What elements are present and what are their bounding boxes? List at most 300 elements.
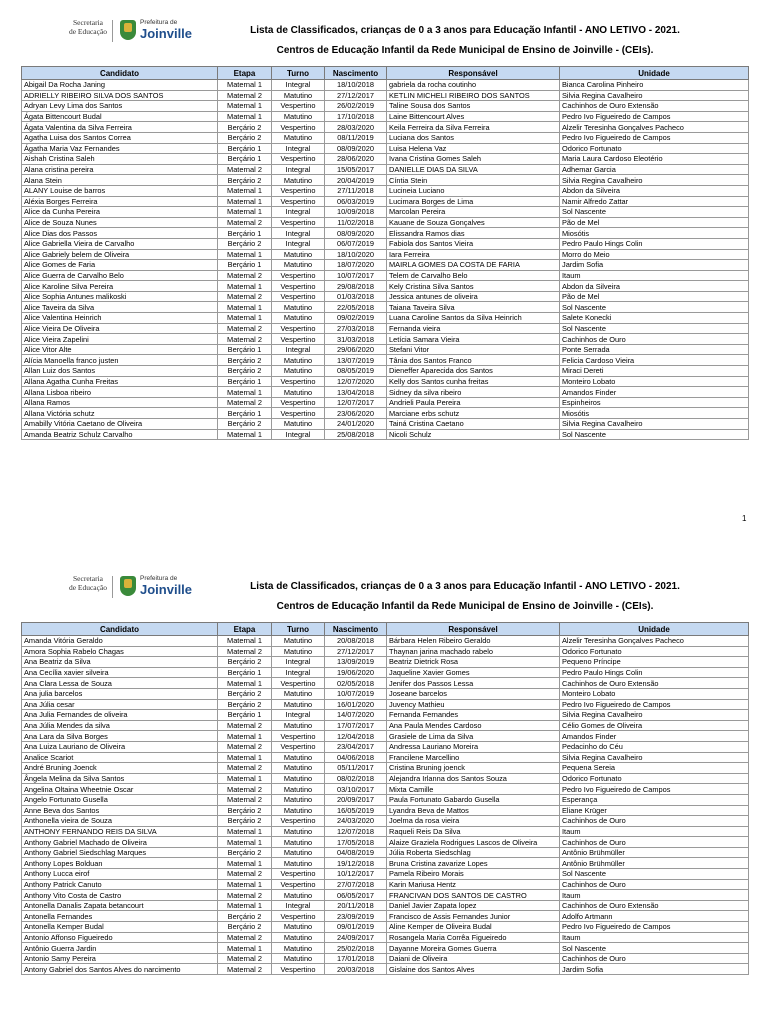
cell-responsavel: Stefani Vitor [387, 344, 560, 355]
cell-nascimento: 27/12/2017 [325, 90, 387, 101]
cell-candidato: Alice Vitor Alte [22, 344, 218, 355]
cell-turno: Integral [272, 344, 325, 355]
table-row [22, 355, 749, 366]
cell-unidade: Monteiro Lobato [560, 376, 749, 387]
cell-candidato: Anthony Patrick Canuto [22, 879, 218, 890]
cell-responsavel: Rosangela Maria Corrêa Figueiredo [387, 932, 560, 943]
cell-responsavel: Paula Fortunato Gabardo Gusella [387, 794, 560, 805]
cell-turno: Vespertino [272, 281, 325, 292]
cell-unidade: Odorico Fortunato [560, 773, 749, 784]
cell-turno: Matutino [272, 752, 325, 763]
cell-unidade: Célio Gomes de Oliveira [560, 720, 749, 731]
table-row [22, 731, 749, 742]
table-row [22, 238, 749, 249]
cell-candidato: Ana Clara Lessa de Souza [22, 678, 218, 689]
cell-turno: Integral [272, 164, 325, 175]
cell-candidato: Allan Luiz dos Santos [22, 366, 218, 377]
cell-turno: Matutino [272, 932, 325, 943]
cell-responsavel: Francisco de Assis Fernandes Junior [387, 911, 560, 922]
cell-turno: Integral [272, 228, 325, 239]
cell-candidato: Amora Sophia Rabelo Chagas [22, 646, 218, 657]
cell-responsavel: MAIRLA GOMES DA COSTA DE FARIA [387, 260, 560, 271]
cell-candidato: ALANY Louise de barros [22, 185, 218, 196]
cell-candidato: Ágata Bittencourt Budal [22, 111, 218, 122]
cell-nascimento: 22/05/2018 [325, 302, 387, 313]
cell-nascimento: 20/04/2019 [325, 175, 387, 186]
cell-candidato: Antonio Samy Pereira [22, 953, 218, 964]
cell-responsavel: Thaynan jarina machado rabelo [387, 646, 560, 657]
cell-responsavel: FRANCIVAN DOS SANTOS DE CASTRO [387, 890, 560, 901]
cell-turno: Matutino [272, 890, 325, 901]
cell-nascimento: 29/06/2020 [325, 344, 387, 355]
cell-responsavel: Aline Kemper de Oliveira Budal [387, 922, 560, 933]
cell-turno: Matutino [272, 794, 325, 805]
table-row [22, 90, 749, 101]
cell-responsavel: Iara Ferreira [387, 249, 560, 260]
table-row [22, 429, 749, 440]
cell-unidade: Cachinhos de Ouro Extensão [560, 101, 749, 112]
cell-candidato: Ana julia barcelos [22, 688, 218, 699]
cell-candidato: Alana cristina pereira [22, 164, 218, 175]
cell-unidade: Pequeno Príncipe [560, 657, 749, 668]
table-row [22, 185, 749, 196]
cell-turno: Vespertino [272, 408, 325, 419]
cell-turno: Matutino [272, 763, 325, 774]
table-row [22, 900, 749, 911]
cell-turno: Matutino [272, 773, 325, 784]
cell-responsavel: Júlia Roberta Siedschlag [387, 847, 560, 858]
table-row [22, 688, 749, 699]
cell-nascimento: 28/06/2020 [325, 154, 387, 165]
cell-unidade: Pedacinho do Céu [560, 741, 749, 752]
cell-turno: Matutino [272, 366, 325, 377]
cell-turno: Vespertino [272, 376, 325, 387]
cell-etapa: Maternal 1 [218, 879, 272, 890]
cell-candidato: Alice de Souza Nunes [22, 217, 218, 228]
cell-candidato: Aishah Cristina Saleh [22, 154, 218, 165]
cell-etapa: Maternal 1 [218, 387, 272, 398]
secretaria-educacao-logo: Secretaria de Educação [68, 18, 108, 36]
cell-turno: Matutino [272, 943, 325, 954]
cell-nascimento: 16/05/2019 [325, 805, 387, 816]
table-row [22, 249, 749, 260]
cell-etapa: Maternal 1 [218, 858, 272, 869]
cell-etapa: Maternal 2 [218, 291, 272, 302]
cell-unidade: Namir Alfredo Zattar [560, 196, 749, 207]
table-row [22, 376, 749, 387]
cell-nascimento: 10/07/2017 [325, 270, 387, 281]
cell-unidade: Felicia Cardoso Vieira [560, 355, 749, 366]
logo-divider [112, 576, 113, 598]
cell-responsavel: Tainá Cristina Caetano [387, 419, 560, 430]
column-header-candidato: Candidato [22, 67, 218, 80]
table-row [22, 763, 749, 774]
cell-turno: Integral [272, 80, 325, 91]
joinville-label: Joinville [140, 582, 193, 597]
cell-candidato: Adryan Levy Lima dos Santos [22, 101, 218, 112]
cell-etapa: Maternal 1 [218, 80, 272, 91]
cell-unidade: Sol Nascente [560, 429, 749, 440]
cell-unidade: Pedro Ivo Figueiredo de Campos [560, 111, 749, 122]
cell-responsavel: Jessica antunes de oliveira [387, 291, 560, 302]
cell-turno: Matutino [272, 111, 325, 122]
cell-nascimento: 13/04/2018 [325, 387, 387, 398]
cell-nascimento: 25/02/2018 [325, 943, 387, 954]
cell-unidade: Antônio Brühmüller [560, 858, 749, 869]
cell-nascimento: 17/01/2018 [325, 953, 387, 964]
cell-responsavel: Kely Cristina Silva Santos [387, 281, 560, 292]
cell-responsavel: Telem de Carvalho Belo [387, 270, 560, 281]
column-header-responsavel: Responsável [387, 67, 560, 80]
cell-etapa: Maternal 2 [218, 964, 272, 975]
cell-nascimento: 24/01/2020 [325, 419, 387, 430]
cell-nascimento: 06/07/2019 [325, 238, 387, 249]
cell-turno: Vespertino [272, 879, 325, 890]
cell-responsavel: Cristina Bruning joenck [387, 763, 560, 774]
cell-responsavel: Letícia Samara Vieira [387, 334, 560, 345]
cell-nascimento: 08/02/2018 [325, 773, 387, 784]
cell-nascimento: 01/03/2018 [325, 291, 387, 302]
cell-etapa: Maternal 2 [218, 784, 272, 795]
table-row [22, 932, 749, 943]
cell-unidade: Monteiro Lobato [560, 688, 749, 699]
cell-turno: Matutino [272, 847, 325, 858]
table-row [22, 826, 749, 837]
cell-responsavel: gabriela da rocha coutinho [387, 80, 560, 91]
table-row [22, 260, 749, 271]
cell-nascimento: 12/07/2018 [325, 826, 387, 837]
cell-candidato: Abigail Da Rocha Janing [22, 80, 218, 91]
table-row [22, 657, 749, 668]
cell-responsavel: Bruna Cristina zavarize Lopes [387, 858, 560, 869]
cell-responsavel: Joseane barcelos [387, 688, 560, 699]
cell-etapa: Berçário 2 [218, 122, 272, 133]
table-row [22, 217, 749, 228]
cell-etapa: Berçário 2 [218, 175, 272, 186]
cell-turno: Integral [272, 900, 325, 911]
table-row [22, 228, 749, 239]
cell-unidade: Pão de Mel [560, 291, 749, 302]
cell-unidade: Alzelir Teresinha Gonçalves Pacheco [560, 122, 749, 133]
cell-turno: Matutino [272, 249, 325, 260]
cell-turno: Vespertino [272, 964, 325, 975]
table-row [22, 313, 749, 324]
cell-etapa: Berçário 1 [218, 260, 272, 271]
cell-candidato: Agatha Luisa dos Santos Correa [22, 132, 218, 143]
column-header-etapa: Etapa [218, 623, 272, 636]
cell-etapa: Maternal 1 [218, 636, 272, 647]
document-subtitle: Centros de Educação Infantil da Rede Municipal de Ensino de Joinville - (CEIs). [276, 601, 654, 612]
table-row [22, 858, 749, 869]
table-row [22, 911, 749, 922]
column-header-responsavel: Responsável [387, 623, 560, 636]
cell-nascimento: 20/11/2018 [325, 900, 387, 911]
cell-nascimento: 18/07/2020 [325, 260, 387, 271]
cell-unidade: Sol Nascente [560, 323, 749, 334]
cell-etapa: Maternal 1 [218, 111, 272, 122]
cell-nascimento: 08/09/2020 [325, 228, 387, 239]
cell-candidato: Allana Agatha Cunha Freitas [22, 376, 218, 387]
cell-unidade: Amandos Finder [560, 731, 749, 742]
cell-responsavel: Joelma da rosa vieira [387, 816, 560, 827]
cell-etapa: Berçário 1 [218, 344, 272, 355]
cell-etapa: Berçário 2 [218, 847, 272, 858]
cell-etapa: Maternal 1 [218, 837, 272, 848]
table-row [22, 964, 749, 975]
table-row [22, 922, 749, 933]
cell-responsavel: Bárbara Helen Ribeiro Geraldo [387, 636, 560, 647]
city-crest-icon [120, 576, 136, 596]
cell-candidato: Ana Cecília xavier silveira [22, 667, 218, 678]
prefeitura-joinville-logo [120, 16, 193, 46]
cell-candidato: Angelina Oltaina Wheetnie Oscar [22, 784, 218, 795]
cell-turno: Matutino [272, 175, 325, 186]
document-title: Lista de Classificados, crianças de 0 a 3 anos para Educação Infantil - ANO LETIVO - 2021. [250, 581, 680, 592]
cell-nascimento: 13/09/2019 [325, 657, 387, 668]
column-header-etapa: Etapa [218, 67, 272, 80]
cell-responsavel: Fernanda vieira [387, 323, 560, 334]
cell-turno: Integral [272, 207, 325, 218]
cell-unidade: Adolfo Artmann [560, 911, 749, 922]
table-row [22, 132, 749, 143]
cell-turno: Vespertino [272, 291, 325, 302]
cell-nascimento: 16/01/2020 [325, 699, 387, 710]
table-row [22, 302, 749, 313]
cell-unidade: Itaum [560, 826, 749, 837]
table-row [22, 943, 749, 954]
cell-unidade: Eliane Krüger [560, 805, 749, 816]
cell-etapa: Maternal 2 [218, 646, 272, 657]
cell-candidato: Amabilly Vitória Caetano de Oliveira [22, 419, 218, 430]
cell-etapa: Berçário 2 [218, 911, 272, 922]
cell-turno: Vespertino [272, 270, 325, 281]
cell-etapa: Maternal 2 [218, 217, 272, 228]
classified-children-table [21, 66, 749, 440]
cell-responsavel: Grasiele de Lima da Silva [387, 731, 560, 742]
table-row [22, 741, 749, 752]
cell-nascimento: 06/05/2017 [325, 890, 387, 901]
cell-unidade: Pequena Sereia [560, 763, 749, 774]
table-header-row [22, 67, 749, 80]
column-header-candidato: Candidato [22, 623, 218, 636]
column-header-turno: Turno [272, 623, 325, 636]
cell-nascimento: 10/07/2019 [325, 688, 387, 699]
cell-turno: Matutino [272, 784, 325, 795]
cell-candidato: Ângela Melina da Silva Santos [22, 773, 218, 784]
cell-candidato: Alice Guerra de Carvalho Belo [22, 270, 218, 281]
cell-responsavel: Cíntia Stein [387, 175, 560, 186]
cell-etapa: Maternal 1 [218, 900, 272, 911]
cell-etapa: Berçário 1 [218, 143, 272, 154]
cell-unidade: Alzelir Teresinha Gonçalves Pacheco [560, 636, 749, 647]
table-row [22, 101, 749, 112]
cell-candidato: Alice Dias dos Passos [22, 228, 218, 239]
cell-candidato: Ana Beatriz da Silva [22, 657, 218, 668]
cell-etapa: Maternal 1 [218, 302, 272, 313]
table-row [22, 879, 749, 890]
cell-candidato: Analice Scariot [22, 752, 218, 763]
cell-unidade: Pedro Ivo Figueiredo de Campos [560, 922, 749, 933]
header-logos [60, 568, 193, 608]
cell-candidato: Alana Stein [22, 175, 218, 186]
column-header-nascimento: Nascimento [325, 67, 387, 80]
cell-candidato: Angelo Fortunato Gusella [22, 794, 218, 805]
cell-responsavel: Dieneffer Aparecida dos Santos [387, 366, 560, 377]
cell-candidato: Antonella Fernandes [22, 911, 218, 922]
cell-etapa: Maternal 2 [218, 270, 272, 281]
cell-responsavel: Nicoli Schulz [387, 429, 560, 440]
cell-nascimento: 23/06/2020 [325, 408, 387, 419]
table-row [22, 646, 749, 657]
cell-etapa: Maternal 1 [218, 207, 272, 218]
cell-etapa: Maternal 2 [218, 869, 272, 880]
cell-etapa: Maternal 1 [218, 196, 272, 207]
table-row [22, 419, 749, 430]
table-row [22, 837, 749, 848]
cell-unidade: Jardim Sofia [560, 260, 749, 271]
cell-responsavel: Daniel Javier Zapata lopez [387, 900, 560, 911]
cell-responsavel: Fernanda Fernandes [387, 710, 560, 721]
logo-divider [112, 20, 113, 42]
cell-candidato: Ana Luiza Lauriano de Oliveira [22, 741, 218, 752]
cell-responsavel: Taline Sousa dos Santos [387, 101, 560, 112]
cell-turno: Matutino [272, 90, 325, 101]
cell-unidade: Odorico Fortunato [560, 646, 749, 657]
table-row [22, 80, 749, 91]
cell-candidato: Ágata Valentina da Silva Ferreira [22, 122, 218, 133]
cell-nascimento: 25/08/2018 [325, 429, 387, 440]
cell-responsavel: Mixta Camille [387, 784, 560, 795]
cell-nascimento: 20/09/2017 [325, 794, 387, 805]
cell-candidato: Amanda Vitória Geraldo [22, 636, 218, 647]
cell-turno: Matutino [272, 355, 325, 366]
table-row [22, 270, 749, 281]
cell-unidade: Pedro Paulo Hings Colin [560, 238, 749, 249]
prefeitura-joinville-logo [120, 572, 193, 602]
cell-unidade: Jardim Sofia [560, 964, 749, 975]
table-row [22, 678, 749, 689]
cell-turno: Vespertino [272, 334, 325, 345]
cell-unidade: Itaum [560, 932, 749, 943]
cell-responsavel: Gislaine dos Santos Alves [387, 964, 560, 975]
cell-nascimento: 12/07/2020 [325, 376, 387, 387]
cell-responsavel: Luciana dos Santos [387, 132, 560, 143]
cell-unidade: Silvia Regina Cavalheiro [560, 175, 749, 186]
cell-candidato: Alice da Cunha Pereira [22, 207, 218, 218]
table-row [22, 890, 749, 901]
cell-responsavel: Fabiola dos Santos Vieira [387, 238, 560, 249]
cell-turno: Matutino [272, 688, 325, 699]
cell-turno: Integral [272, 238, 325, 249]
cell-etapa: Maternal 1 [218, 678, 272, 689]
cell-turno: Vespertino [272, 869, 325, 880]
cell-etapa: Berçário 2 [218, 366, 272, 377]
cell-turno: Integral [272, 143, 325, 154]
cell-unidade: Sol Nascente [560, 943, 749, 954]
cell-etapa: Berçário 2 [218, 238, 272, 249]
table-row [22, 196, 749, 207]
cell-nascimento: 27/03/2018 [325, 323, 387, 334]
cell-turno: Integral [272, 429, 325, 440]
cell-unidade: Cachinhos de Ouro Extensão [560, 678, 749, 689]
cell-responsavel: Lucimara Borges de Lima [387, 196, 560, 207]
cell-unidade: Pedro Ivo Figueiredo de Campos [560, 699, 749, 710]
cell-nascimento: 27/07/2018 [325, 879, 387, 890]
cell-turno: Vespertino [272, 741, 325, 752]
cell-turno: Matutino [272, 953, 325, 964]
cell-unidade: Esperança [560, 794, 749, 805]
cell-responsavel: Andrieli Paula Pereira [387, 397, 560, 408]
table-row [22, 143, 749, 154]
cell-responsavel: Andressa Lauriano Moreira [387, 741, 560, 752]
column-header-nascimento: Nascimento [325, 623, 387, 636]
cell-nascimento: 06/03/2019 [325, 196, 387, 207]
cell-etapa: Maternal 1 [218, 185, 272, 196]
cell-etapa: Maternal 2 [218, 90, 272, 101]
cell-unidade: Pão de Mel [560, 217, 749, 228]
cell-responsavel: Dayanne Moreira Gomes Guerra [387, 943, 560, 954]
cell-candidato: Ana Júlia cesar [22, 699, 218, 710]
cell-nascimento: 13/07/2019 [325, 355, 387, 366]
cell-etapa: Maternal 1 [218, 773, 272, 784]
cell-responsavel: Francilene Marcellino [387, 752, 560, 763]
cell-candidato: Alice Taveira da Silva [22, 302, 218, 313]
table-row [22, 323, 749, 334]
cell-responsavel: Lyandra Beva de Mattos [387, 805, 560, 816]
cell-unidade: Espinheiros [560, 397, 749, 408]
cell-candidato: Alice Gabriely belem de Oliveira [22, 249, 218, 260]
cell-etapa: Maternal 2 [218, 890, 272, 901]
cell-etapa: Berçário 2 [218, 355, 272, 366]
cell-candidato: Antonio Affonso Figueiredo [22, 932, 218, 943]
cell-unidade: Sol Nascente [560, 207, 749, 218]
cell-unidade: Ponte Serrada [560, 344, 749, 355]
cell-unidade: Salete Konecki [560, 313, 749, 324]
column-header-unidade: Unidade [560, 623, 749, 636]
cell-nascimento: 15/05/2017 [325, 164, 387, 175]
cell-turno: Matutino [272, 858, 325, 869]
cell-unidade: Pedro Paulo Hings Colin [560, 667, 749, 678]
cell-candidato: ANTHONY FERNANDO REIS DA SILVA [22, 826, 218, 837]
table-row [22, 207, 749, 218]
cell-turno: Matutino [272, 302, 325, 313]
cell-candidato: Alice Sophia Antunes malikoski [22, 291, 218, 302]
table-row [22, 816, 749, 827]
cell-nascimento: 20/08/2018 [325, 636, 387, 647]
table-row [22, 636, 749, 647]
prefeitura-label: Prefeitura de [140, 19, 178, 26]
cell-etapa: Berçário 1 [218, 710, 272, 721]
table-row [22, 794, 749, 805]
cell-responsavel: Tânia dos Santos Franco [387, 355, 560, 366]
cell-responsavel: Elissandra Ramos dias [387, 228, 560, 239]
cell-unidade: Silvia Regina Cavalheiro [560, 419, 749, 430]
cell-candidato: Alice Karoline Silva Pereira [22, 281, 218, 292]
cell-candidato: Anne Beva dos Santos [22, 805, 218, 816]
cell-nascimento: 19/06/2020 [325, 667, 387, 678]
cell-nascimento: 24/09/2017 [325, 932, 387, 943]
cell-turno: Matutino [272, 132, 325, 143]
cell-responsavel: Marciane erbs schutz [387, 408, 560, 419]
cell-etapa: Maternal 2 [218, 164, 272, 175]
cell-nascimento: 23/09/2019 [325, 911, 387, 922]
prefeitura-label: Prefeitura de [140, 575, 178, 582]
cell-turno: Vespertino [272, 101, 325, 112]
cell-unidade: Cachinhos de Ouro [560, 334, 749, 345]
cell-responsavel: Raqueli Reis Da Silva [387, 826, 560, 837]
cell-responsavel: DANIELLE DIAS DA SILVA [387, 164, 560, 175]
cell-etapa: Maternal 1 [218, 826, 272, 837]
